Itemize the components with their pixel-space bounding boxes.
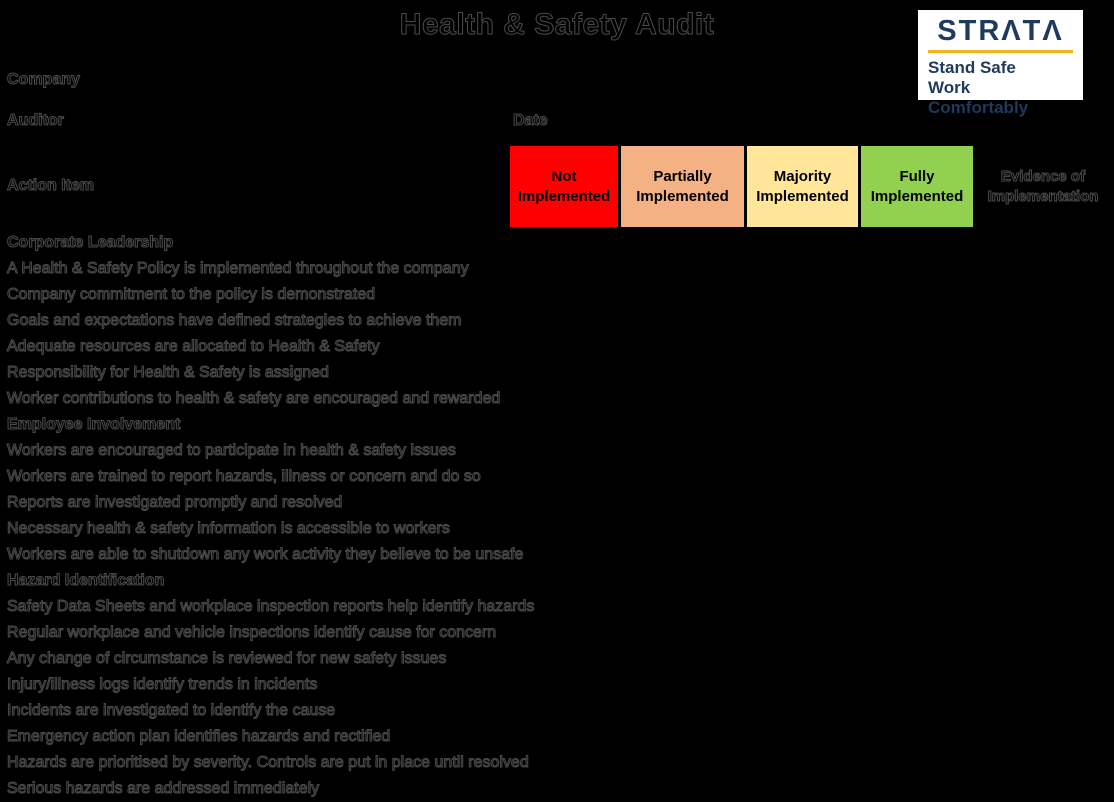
company-field-label: Company xyxy=(7,71,80,88)
section-header-corporate-leadership: Corporate Leadership xyxy=(7,234,174,251)
rating-label-line: Implemented xyxy=(756,187,849,205)
rating-scale-header xyxy=(510,146,1110,227)
checklist-item: Hazards are prioritised by severity. Controls are put in place until resolved xyxy=(7,754,529,771)
checklist-item: Workers are trained to report hazards, illness or concern and do so xyxy=(7,468,481,485)
auditor-field-label: Auditor xyxy=(7,112,64,129)
rating-label-line: Evidence of xyxy=(1000,167,1086,185)
rating-cell-majority-implemented xyxy=(747,146,858,227)
checklist-item: Workers are encouraged to participate in health & safety issues xyxy=(7,442,456,459)
rating-label-line: Partially xyxy=(653,167,712,185)
rating-label-line: Majority xyxy=(773,167,832,185)
logo-brand-text: STRΛTΛ xyxy=(937,15,1064,47)
rating-label-line: Implemented xyxy=(636,187,729,205)
checklist-item: Incidents are investigated to identify the cause xyxy=(7,702,336,719)
checklist-item: A Health & Safety Policy is implemented throughout the company xyxy=(7,260,469,277)
checklist-item: Worker contributions to health & safety are encouraged and rewarded xyxy=(7,390,501,407)
page-title: Health & Safety Audit xyxy=(399,8,715,41)
checklist-item: Emergency action plan identifies hazards and rectified xyxy=(7,728,391,745)
checklist-item: Necessary health & safety information is accessible to workers xyxy=(7,520,450,537)
rating-cell-fully-implemented xyxy=(861,146,973,227)
rating-label-line: Implemented xyxy=(517,187,611,205)
rating-label-line: Not xyxy=(551,167,577,185)
checklist-item: Responsibility for Health & Safety is assigned xyxy=(7,364,329,381)
checklist-item: Adequate resources are allocated to Health & Safety xyxy=(7,338,380,355)
section-header-hazard-identification: Hazard Identification xyxy=(7,572,165,589)
checklist-item: Serious hazards are addressed immediately xyxy=(7,780,320,797)
checklist-item: Regular workplace and vehicle inspections identify cause for concern xyxy=(7,624,497,641)
checklist-item: Safety Data Sheets and workplace inspection reports help identify hazards xyxy=(7,598,535,615)
rating-cell-not-implemented xyxy=(510,146,618,227)
rating-cell-partially-implemented xyxy=(621,146,744,227)
checklist xyxy=(7,230,987,802)
logo-underline xyxy=(928,50,1073,53)
section-header-employee-involvement: Employee Involvement xyxy=(7,416,181,433)
checklist-item: Reports are investigated promptly and resolved xyxy=(7,494,343,511)
checklist-item: Workers are able to shutdown any work activity they believe to be unsafe xyxy=(7,546,524,563)
checklist-item: Goals and expectations have defined strategies to achieve them xyxy=(7,312,462,329)
strata-logo xyxy=(918,10,1083,117)
checklist-item: Company commitment to the policy is demonstrated xyxy=(7,286,376,303)
checklist-item: Injury/illness logs identify trends in incidents xyxy=(7,676,318,693)
checklist-item: Any change of circumstance is reviewed for new safety issues xyxy=(7,650,447,667)
evidence-of-implementation-column-header xyxy=(976,146,1110,227)
date-field-label: Date xyxy=(513,112,548,129)
rating-label-line: Implemented xyxy=(870,187,964,205)
logo-tagline-line1: Stand Safe xyxy=(928,58,1016,77)
action-item-column-header: Action Item xyxy=(7,177,95,194)
rating-label-line: Fully xyxy=(899,167,935,185)
rating-label-line: Implementation xyxy=(987,187,1099,205)
logo-tagline-line2: Work Comfortably xyxy=(928,78,1029,117)
